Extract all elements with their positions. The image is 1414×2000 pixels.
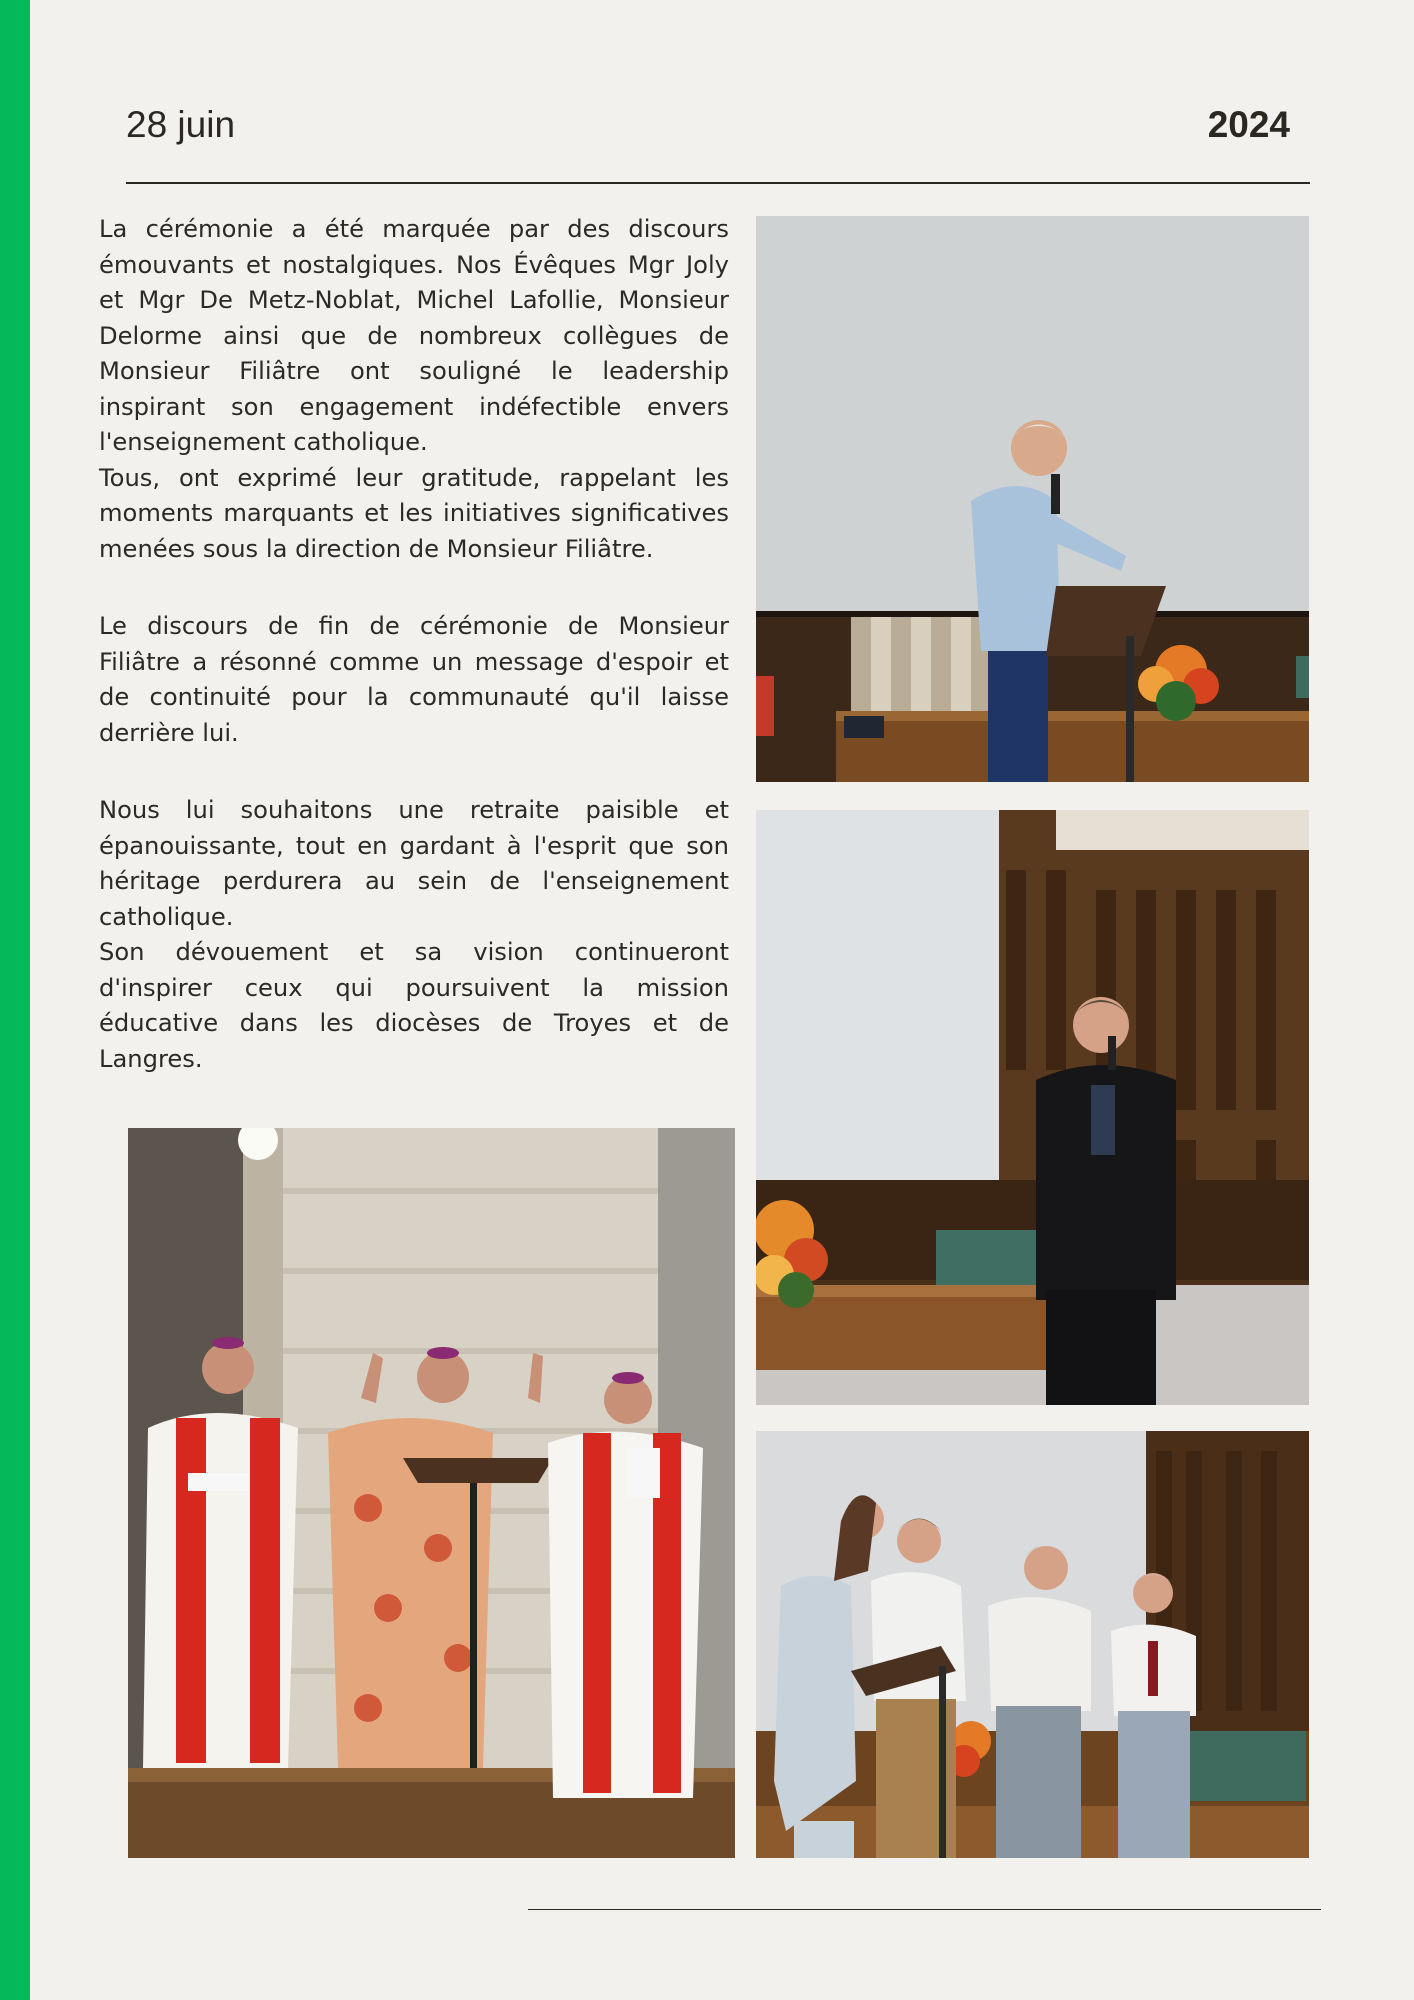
- issue-year: 2024: [1207, 104, 1290, 145]
- photo-three-bishops: [128, 1128, 735, 1858]
- article-text: [99, 212, 729, 1077]
- paragraph-closing-speech: Le discours de fin de cérémonie de Monsieur Filiâtre a résonné comme un message d'espoir et de continuité pour la communauté qu'il laisse derrière lui.: [99, 612, 729, 747]
- paragraph-gratitude: Tous, ont exprimé leur gratitude, rappelant les moments marquants et les initiatives significatives menées sous la direction de Monsieur Filiâtre.: [99, 463, 729, 563]
- photo-speaker-lectern: [756, 216, 1309, 782]
- photo-group-four: [756, 1431, 1309, 1858]
- accent-side-bar: [0, 0, 30, 2000]
- photo-speaker-microphone: [756, 810, 1309, 1405]
- footer-divider: [528, 1909, 1321, 1910]
- paragraph-retirement-wishes: Nous lui souhaitons une retraite paisible et épanouissante, tout en gardant à l'esprit que son héritage perdurera au sein de l'enseignement catholique.: [99, 796, 729, 931]
- paragraph-ceremony: La cérémonie a été marquée par des discours émouvants et nostalgiques. Nos Évêques Mgr Joly et Mgr De Metz-Noblat, Michel Lafollie, Monsieur Delorme ainsi que de nombreux collègues de Monsieur Filiâtre ont souligné le leadership inspirant son engagement indéfectible envers l'enseignement catholique.: [99, 215, 729, 456]
- paragraph-legacy: Son dévouement et sa vision continueront d'inspirer ceux qui poursuivent la mission éducative dans les diocèses de Troyes et de Langres.: [99, 938, 729, 1073]
- issue-date: 28 juin: [126, 104, 236, 145]
- header-divider: [126, 182, 1310, 184]
